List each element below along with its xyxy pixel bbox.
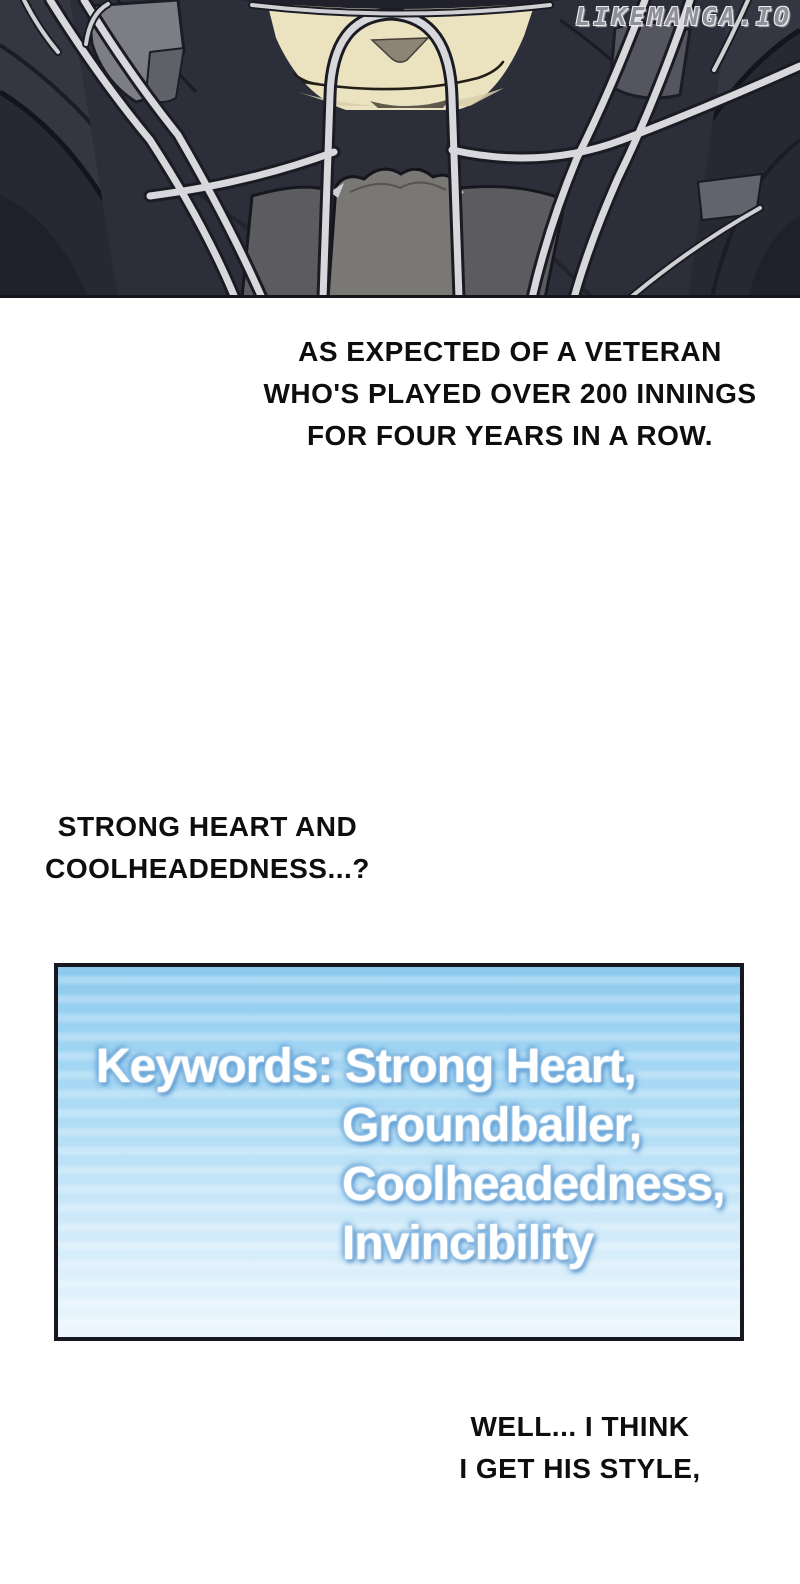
narration-bottom: [400, 1406, 760, 1490]
narration-middle: [25, 806, 390, 890]
narration-line: FOR FOUR YEARS IN A ROW.: [306, 420, 714, 451]
manga-panel: [0, 0, 800, 298]
narration-line: COOLHEADEDNESS...?: [45, 853, 370, 884]
site-watermark: LIKEMANGA.IO: [575, 2, 792, 31]
keyword-status-box: [54, 963, 744, 1341]
keyword-line: Invincibility: [342, 1217, 594, 1270]
throat-pad: [328, 169, 464, 298]
narration-top: [225, 331, 795, 457]
narration-line: WHO'S PLAYED OVER 200 INNINGS: [263, 378, 757, 409]
keyword-line: Keywords: Strong Heart,: [96, 1040, 636, 1093]
panel-border-bottom: [0, 295, 800, 298]
narration-line: I GET HIS STYLE,: [459, 1453, 701, 1484]
keyword-line: Groundballer,: [342, 1099, 642, 1152]
narration-line: AS EXPECTED OF A VETERAN: [298, 336, 722, 367]
catcher-mask-art: [0, 0, 800, 298]
narration-line: WELL... I THINK: [470, 1411, 690, 1442]
narration-line: STRONG HEART AND: [57, 811, 358, 842]
keyword-line: Coolheadedness,: [342, 1158, 725, 1211]
